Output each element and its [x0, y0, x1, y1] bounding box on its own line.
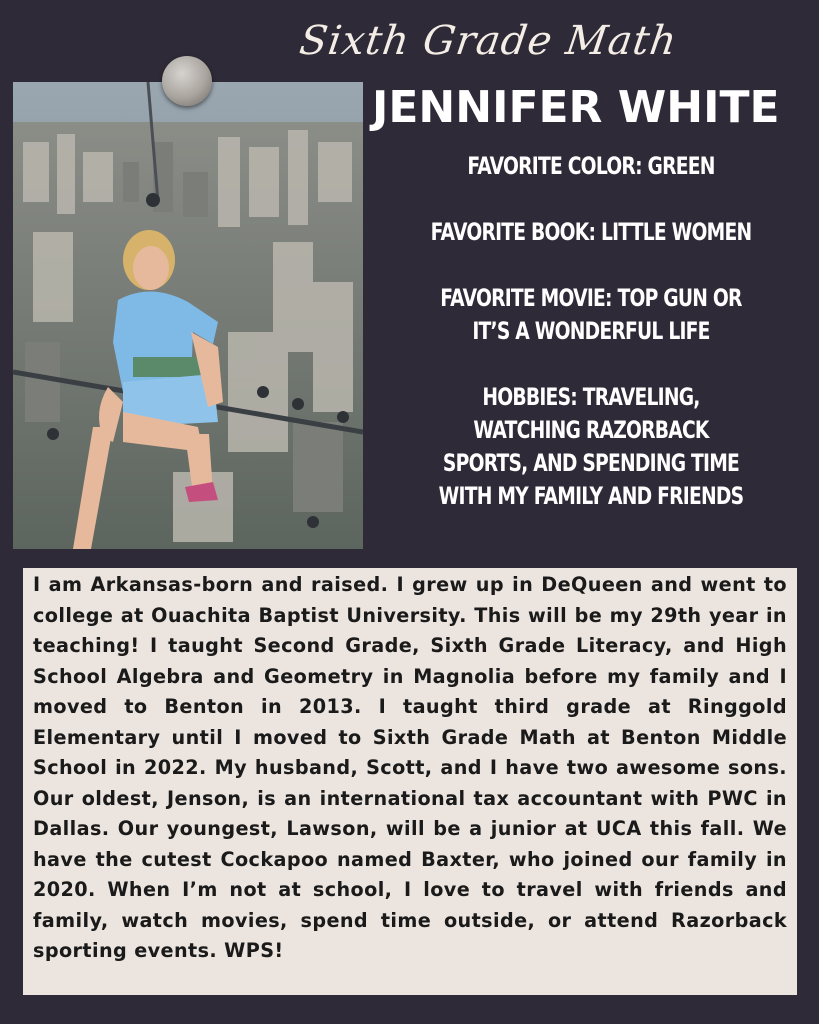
- favorite-book: FAVORITE BOOK: LITTLE WOMEN: [430, 218, 752, 246]
- subtitle-script: Sixth Grade Math: [296, 18, 681, 64]
- teacher-photo: [13, 82, 363, 549]
- favorites-list: [430, 150, 751, 513]
- teacher-name: JENNIFER WHITE: [372, 82, 780, 133]
- favorite-color: FAVORITE COLOR: GREEN: [467, 152, 715, 180]
- bio-panel: [23, 568, 797, 995]
- favorite-movie: FAVORITE MOVIE: TOP GUN OR IT’S A WONDERFUL LIFE: [440, 284, 742, 345]
- bio-text: I am Arkansas-born and raised. I grew up in DeQueen and went to college at Ouachita Baptist University. This will be my 29th year in teaching! I taught Second Grade, Sixth Grade Literacy, and High School Algebra and Geometry in Magnolia before my family and I moved to Benton in 2013. I taught third grade at Ringgold Elementary until I moved to Sixth Grade Math at Benton Middle School in 2022. My husband, Scott, and I have two awesome sons. Our oldest, Jenson, is an international tax accountant with PWC in Dallas. Our youngest, Lawson, will be a junior at UCA this fall. We have the cutest Cockapoo named Baxter, who joined our family in 2020. When I’m not at school, I love to travel with friends and family, watch movies, spend time outside, or attend Razorback sporting events. WPS!: [33, 573, 787, 962]
- hobbies: HOBBIES: TRAVELING, WATCHING RAZORBACK SPORTS, AND SPENDING TIME WITH MY FAMILY AND FRIENDS: [438, 383, 744, 510]
- push-pin-icon: [162, 56, 212, 106]
